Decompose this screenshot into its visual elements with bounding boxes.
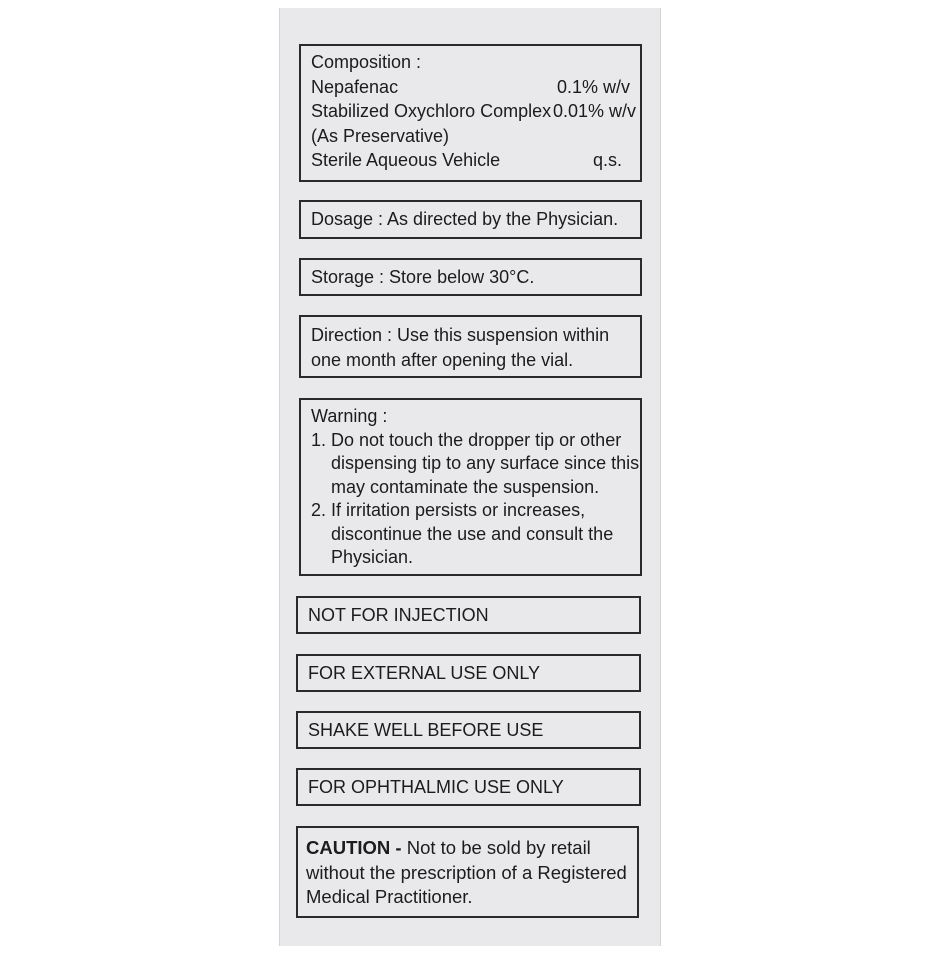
notice-text: FOR EXTERNAL USE ONLY: [308, 663, 541, 683]
notice-ophthalmic-use: [296, 768, 641, 806]
caution-box: [296, 826, 639, 918]
ingredient-value: 0.01% w/v: [552, 101, 636, 121]
notice-shake-well: [296, 711, 641, 749]
composition-box: [299, 44, 642, 182]
warning-item: 1. Do not touch the dropper tip or other: [311, 429, 622, 450]
direction-box: [299, 315, 642, 378]
notice-text: SHAKE WELL BEFORE USE: [308, 720, 544, 740]
composition-row: [311, 148, 630, 173]
storage-box: [299, 258, 642, 296]
ingredient-name: (As Preservative): [311, 125, 450, 146]
warning-item: 2. If irritation persists or increases,: [311, 500, 586, 520]
caution-text: Not to be sold by retail: [401, 837, 591, 858]
notice-not-for-injection: [296, 596, 641, 634]
caution-line: Medical Practitioner.: [306, 886, 473, 907]
composition-row: [311, 99, 636, 124]
warning-item-continued: may contaminate the suspension.: [331, 476, 600, 497]
caution-label: CAUTION -: [306, 837, 402, 858]
warning-item-continued: Physician.: [331, 547, 414, 567]
notice-text: NOT FOR INJECTION: [308, 605, 489, 625]
ingredient-name: Nepafenac: [311, 76, 399, 97]
direction-line: one month after opening the vial.: [311, 349, 574, 370]
warning-heading: Warning :: [311, 406, 388, 426]
caution-line: without the prescription of a Registered: [306, 861, 627, 883]
composition-heading: Composition :: [311, 52, 422, 72]
composition-row: [311, 124, 630, 149]
direction-line: Direction : Use this suspension within: [311, 325, 610, 345]
composition-row: [311, 75, 630, 100]
ingredient-value: 0.1% w/v: [556, 76, 630, 97]
ingredient-value: q.s.: [592, 150, 622, 170]
notice-external-use: [296, 654, 641, 692]
warning-item-continued: discontinue the use and consult the: [331, 523, 614, 544]
storage-text: Storage : Store below 30°C.: [311, 267, 535, 287]
label-panel: [279, 8, 661, 946]
caution-line: [306, 836, 637, 861]
ingredient-name: Stabilized Oxychloro Complex: [311, 101, 552, 121]
ingredient-name: Sterile Aqueous Vehicle: [311, 150, 501, 170]
warning-item-continued: dispensing tip to any surface since this: [331, 453, 640, 473]
dosage-text: Dosage : As directed by the Physician.: [311, 209, 619, 229]
dosage-box: [299, 200, 642, 239]
warning-box: [299, 398, 642, 576]
notice-text: FOR OPHTHALMIC USE ONLY: [308, 777, 564, 797]
